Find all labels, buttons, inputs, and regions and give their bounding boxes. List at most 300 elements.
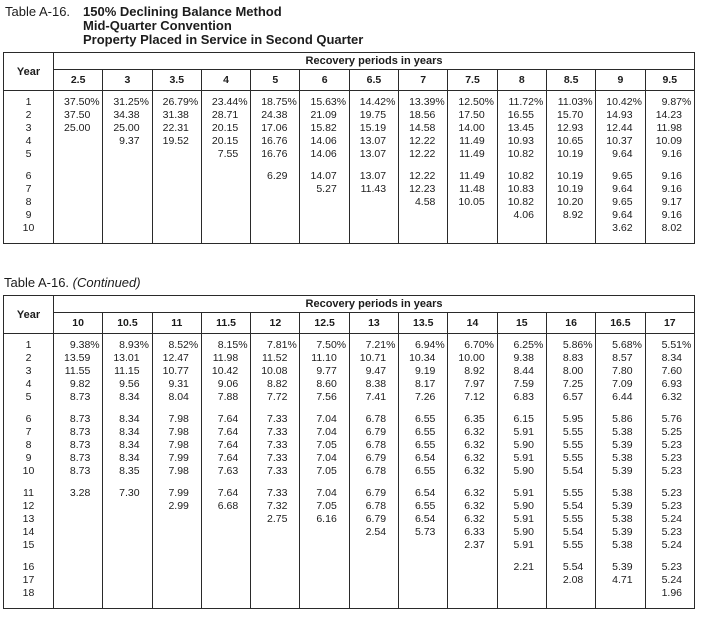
group-gap-row	[4, 161, 695, 170]
rate-value-cell: 7.04	[300, 413, 349, 426]
year-cell: 6	[4, 413, 54, 426]
rate-value-cell: 5.91	[497, 539, 546, 552]
rate-value-cell: 7.05	[300, 465, 349, 478]
rate-value-cell	[201, 526, 250, 539]
rate-value-cell: 5.54	[546, 561, 595, 574]
rate-value-cell: 5.38	[596, 487, 645, 500]
rate-value-cell	[300, 539, 349, 552]
rate-value-cell: 31.25%	[103, 96, 152, 109]
rate-value-cell	[546, 222, 595, 235]
rate-value-cell: 5.39	[596, 439, 645, 452]
table-title-line-1: 150% Declining Balance Method	[83, 4, 282, 19]
rate-value-cell	[448, 561, 497, 574]
year-cell: 8	[4, 439, 54, 452]
rate-value-cell: 6.55	[399, 426, 448, 439]
table-row-year-6	[4, 170, 695, 183]
year-cell: 7	[4, 426, 54, 439]
rate-value-cell: 9.38	[497, 352, 546, 365]
rate-value-cell: 9.06	[201, 378, 250, 391]
rate-value-cell: 12.23	[399, 183, 448, 196]
rate-value-cell: 7.98	[152, 413, 201, 426]
bottom-spacer-row	[4, 235, 695, 244]
rate-value-cell: 3.28	[54, 487, 103, 500]
rate-value-cell: 12.22	[399, 135, 448, 148]
rate-value-cell: 11.72%	[497, 96, 546, 109]
rate-value-cell	[54, 196, 103, 209]
rate-value-cell: 11.10	[300, 352, 349, 365]
rate-value-cell	[448, 222, 497, 235]
rate-value-cell: 7.98	[152, 439, 201, 452]
rate-value-cell: 5.76	[645, 413, 694, 426]
rate-value-cell: 7.33	[251, 439, 300, 452]
rate-value-cell: 8.02	[645, 222, 694, 235]
rate-value-cell: 2.08	[546, 574, 595, 587]
rate-value-cell	[399, 539, 448, 552]
rate-value-cell	[54, 539, 103, 552]
rate-value-cell: 8.73	[54, 391, 103, 404]
year-cell: 4	[4, 135, 54, 148]
table-row-year-7	[4, 426, 695, 439]
rate-value-cell: 5.90	[497, 465, 546, 478]
rate-value-cell: 4.71	[596, 574, 645, 587]
rate-value-cell: 12.44	[596, 122, 645, 135]
continued-table-number: Table A-16.	[4, 275, 70, 290]
depreciation-table-continued	[3, 295, 695, 609]
rate-value-cell: 9.65	[596, 170, 645, 183]
rate-value-cell: 5.24	[645, 513, 694, 526]
rate-value-cell	[201, 183, 250, 196]
rate-value-cell: 7.81%	[251, 339, 300, 352]
rate-value-cell	[349, 209, 398, 222]
table-row-year-7	[4, 183, 695, 196]
rate-value-cell: 15.63%	[300, 96, 349, 109]
rate-value-cell	[103, 183, 152, 196]
rate-value-cell: 9.16	[645, 209, 694, 222]
rate-value-cell: 7.50%	[300, 339, 349, 352]
rate-value-cell: 7.98	[152, 465, 201, 478]
rate-value-cell: 9.87%	[645, 96, 694, 109]
rate-value-cell: 5.39	[596, 500, 645, 513]
rate-value-cell: 13.39%	[399, 96, 448, 109]
rate-value-cell	[54, 500, 103, 513]
rate-value-cell: 9.77	[300, 365, 349, 378]
recovery-period-column-15: 15	[497, 313, 546, 334]
rate-value-cell: 11.15	[103, 365, 152, 378]
rate-value-cell: 6.32	[448, 426, 497, 439]
rate-value-cell: 5.55	[546, 539, 595, 552]
rate-value-cell	[497, 587, 546, 600]
group-gap-row	[4, 552, 695, 561]
rate-value-cell: 6.44	[596, 391, 645, 404]
rate-value-cell: 5.38	[596, 452, 645, 465]
recovery-periods-header: Recovery periods in years	[54, 53, 695, 70]
rate-value-cell	[399, 209, 448, 222]
year-cell: 14	[4, 526, 54, 539]
rate-value-cell: 14.07	[300, 170, 349, 183]
rate-value-cell: 9.47	[349, 365, 398, 378]
rate-value-cell	[596, 587, 645, 600]
rate-value-cell: 7.99	[152, 452, 201, 465]
rate-value-cell: 24.38	[251, 109, 300, 122]
table-row-year-8	[4, 439, 695, 452]
rate-value-cell	[152, 561, 201, 574]
rate-value-cell	[103, 561, 152, 574]
rate-value-cell: 14.06	[300, 135, 349, 148]
year-column-header: Year	[4, 53, 54, 91]
rate-value-cell	[152, 513, 201, 526]
rate-value-cell: 8.34	[103, 413, 152, 426]
rate-value-cell: 8.73	[54, 426, 103, 439]
rate-value-cell	[349, 222, 398, 235]
rate-value-cell: 2.37	[448, 539, 497, 552]
rate-value-cell	[251, 539, 300, 552]
rate-value-cell: 13.01	[103, 352, 152, 365]
rate-value-cell: 6.79	[349, 452, 398, 465]
rate-value-cell: 10.93	[497, 135, 546, 148]
rate-value-cell: 6.54	[399, 487, 448, 500]
rate-value-cell: 12.47	[152, 352, 201, 365]
rate-value-cell: 9.64	[596, 148, 645, 161]
rate-value-cell: 5.24	[645, 539, 694, 552]
rate-value-cell	[103, 170, 152, 183]
table-row-year-8	[4, 196, 695, 209]
rate-value-cell: 5.55	[546, 452, 595, 465]
depreciation-table-first	[3, 52, 695, 244]
year-cell: 9	[4, 209, 54, 222]
rate-value-cell: 14.23	[645, 109, 694, 122]
rate-value-cell: 6.78	[349, 500, 398, 513]
rate-value-cell: 9.16	[645, 170, 694, 183]
recovery-period-column-3: 3	[103, 70, 152, 91]
bottom-spacer-row	[4, 600, 695, 609]
rate-value-cell	[201, 539, 250, 552]
rate-value-cell	[103, 209, 152, 222]
rate-value-cell	[497, 574, 546, 587]
rate-value-cell	[54, 222, 103, 235]
rate-value-cell: 6.79	[349, 513, 398, 526]
rate-value-cell: 7.41	[349, 391, 398, 404]
recovery-period-column-9: 9	[596, 70, 645, 91]
table-row-year-16	[4, 561, 695, 574]
rate-value-cell	[103, 574, 152, 587]
rate-value-cell: 8.35	[103, 465, 152, 478]
rate-value-cell: 7.12	[448, 391, 497, 404]
rate-value-cell: 7.55	[201, 148, 250, 161]
rate-value-cell	[546, 587, 595, 600]
rate-value-cell	[349, 196, 398, 209]
table-row-year-4	[4, 378, 695, 391]
rate-value-cell	[349, 561, 398, 574]
rate-value-cell: 12.93	[546, 122, 595, 135]
table-row-year-9	[4, 452, 695, 465]
rate-value-cell: 14.06	[300, 148, 349, 161]
rate-value-cell: 8.34	[103, 439, 152, 452]
rate-value-cell: 6.78	[349, 413, 398, 426]
rate-value-cell: 6.32	[448, 439, 497, 452]
rate-value-cell: 6.32	[448, 452, 497, 465]
year-cell: 10	[4, 465, 54, 478]
table-row-year-12	[4, 500, 695, 513]
recovery-period-column-17: 17	[645, 313, 694, 334]
rate-value-cell	[152, 183, 201, 196]
year-cell: 3	[4, 365, 54, 378]
rate-value-cell: 6.78	[349, 439, 398, 452]
rate-value-cell: 8.34	[645, 352, 694, 365]
rate-value-cell: 3.62	[596, 222, 645, 235]
table-row-year-5	[4, 391, 695, 404]
table-title-lines	[83, 5, 363, 47]
rate-value-cell: 10.82	[497, 196, 546, 209]
rate-value-cell: 6.25%	[497, 339, 546, 352]
rate-value-cell: 13.07	[349, 148, 398, 161]
rate-value-cell: 5.91	[497, 513, 546, 526]
rate-value-cell	[201, 209, 250, 222]
year-cell: 12	[4, 500, 54, 513]
rate-value-cell: 9.31	[152, 378, 201, 391]
rate-value-cell: 7.72	[251, 391, 300, 404]
rate-value-cell: 10.09	[645, 135, 694, 148]
recovery-period-column-6.5: 6.5	[349, 70, 398, 91]
rate-value-cell: 13.45	[497, 122, 546, 135]
rate-value-cell	[399, 587, 448, 600]
rate-value-cell	[300, 209, 349, 222]
rate-value-cell	[103, 587, 152, 600]
rate-value-cell: 5.91	[497, 452, 546, 465]
rate-value-cell: 7.05	[300, 500, 349, 513]
rate-value-cell: 7.64	[201, 426, 250, 439]
rate-value-cell	[201, 561, 250, 574]
rate-value-cell	[448, 209, 497, 222]
year-cell: 1	[4, 96, 54, 109]
table-row-year-13	[4, 513, 695, 526]
table-title-line-3: Property Placed in Service in Second Quarter	[83, 32, 364, 47]
rate-value-cell: 2.99	[152, 500, 201, 513]
rate-value-cell: 6.32	[448, 487, 497, 500]
year-cell: 17	[4, 574, 54, 587]
rate-value-cell: 10.20	[546, 196, 595, 209]
rate-value-cell: 7.80	[596, 365, 645, 378]
rate-value-cell: 10.65	[546, 135, 595, 148]
recovery-period-column-5: 5	[251, 70, 300, 91]
rate-value-cell: 12.22	[399, 170, 448, 183]
rate-value-cell: 2.54	[349, 526, 398, 539]
rate-value-cell: 5.55	[546, 439, 595, 452]
rate-value-cell: 6.16	[300, 513, 349, 526]
rate-value-cell: 5.38	[596, 539, 645, 552]
rate-value-cell	[201, 170, 250, 183]
table-row-year-3	[4, 365, 695, 378]
rate-value-cell	[103, 513, 152, 526]
rate-value-cell: 11.49	[448, 135, 497, 148]
rate-value-cell: 5.51%	[645, 339, 694, 352]
table-row-year-11	[4, 487, 695, 500]
rate-value-cell	[300, 196, 349, 209]
rate-value-cell: 8.83	[546, 352, 595, 365]
recovery-period-column-14: 14	[448, 313, 497, 334]
rate-value-cell	[152, 170, 201, 183]
rate-value-cell: 5.23	[645, 439, 694, 452]
rate-value-cell	[152, 526, 201, 539]
continued-table-title	[4, 275, 698, 290]
rate-value-cell: 6.79	[349, 487, 398, 500]
recovery-periods-header: Recovery periods in years	[54, 296, 695, 313]
rate-value-cell: 5.23	[645, 487, 694, 500]
rate-value-cell: 37.50%	[54, 96, 103, 109]
rate-value-cell	[152, 574, 201, 587]
year-cell: 9	[4, 452, 54, 465]
recovery-period-column-12: 12	[251, 313, 300, 334]
recovery-period-column-6: 6	[300, 70, 349, 91]
rate-value-cell: 7.98	[152, 426, 201, 439]
rate-value-cell: 17.50	[448, 109, 497, 122]
rate-value-cell	[251, 209, 300, 222]
rate-value-cell: 37.50	[54, 109, 103, 122]
rate-value-cell: 14.00	[448, 122, 497, 135]
rate-value-cell	[300, 587, 349, 600]
rate-value-cell: 7.63	[201, 465, 250, 478]
rate-value-cell: 7.64	[201, 413, 250, 426]
recovery-period-column-4: 4	[201, 70, 250, 91]
recovery-period-column-3.5: 3.5	[152, 70, 201, 91]
rate-value-cell: 16.55	[497, 109, 546, 122]
rate-value-cell: 7.21%	[349, 339, 398, 352]
rate-value-cell: 5.90	[497, 526, 546, 539]
rate-value-cell: 17.06	[251, 122, 300, 135]
year-cell: 15	[4, 539, 54, 552]
rate-value-cell: 5.91	[497, 426, 546, 439]
rate-value-cell: 23.44%	[201, 96, 250, 109]
rate-value-cell: 5.23	[645, 452, 694, 465]
rate-value-cell: 8.82	[251, 378, 300, 391]
rate-value-cell	[201, 222, 250, 235]
rate-value-cell: 11.48	[448, 183, 497, 196]
rate-value-cell: 8.34	[103, 426, 152, 439]
table-row-year-2	[4, 352, 695, 365]
rate-value-cell: 10.82	[497, 170, 546, 183]
year-cell: 7	[4, 183, 54, 196]
rate-value-cell: 10.08	[251, 365, 300, 378]
rate-value-cell	[54, 513, 103, 526]
group-gap-row	[4, 404, 695, 413]
rate-value-cell: 5.90	[497, 500, 546, 513]
rate-value-cell	[201, 196, 250, 209]
rate-value-cell: 11.98	[645, 122, 694, 135]
recovery-period-column-10.5: 10.5	[103, 313, 152, 334]
rate-value-cell: 12.50%	[448, 96, 497, 109]
rate-value-cell: 7.33	[251, 487, 300, 500]
recovery-period-column-13: 13	[349, 313, 398, 334]
recovery-period-column-16: 16	[546, 313, 595, 334]
year-cell: 4	[4, 378, 54, 391]
rate-value-cell	[54, 209, 103, 222]
rate-value-cell: 10.42%	[596, 96, 645, 109]
rate-value-cell: 6.55	[399, 413, 448, 426]
rate-value-cell: 4.58	[399, 196, 448, 209]
rate-value-cell: 11.98	[201, 352, 250, 365]
table-title	[5, 5, 698, 47]
rate-value-cell	[152, 148, 201, 161]
year-cell: 11	[4, 487, 54, 500]
rate-value-cell: 8.73	[54, 452, 103, 465]
rate-value-cell: 6.32	[448, 500, 497, 513]
rate-value-cell: 6.15	[497, 413, 546, 426]
rate-value-cell: 19.75	[349, 109, 398, 122]
rate-value-cell: 7.33	[251, 426, 300, 439]
rate-value-cell: 5.23	[645, 465, 694, 478]
rate-value-cell: 6.68	[201, 500, 250, 513]
rate-value-cell: 5.23	[645, 500, 694, 513]
rate-value-cell: 5.86%	[546, 339, 595, 352]
rate-value-cell: 6.29	[251, 170, 300, 183]
rate-value-cell: 7.04	[300, 452, 349, 465]
year-cell: 3	[4, 122, 54, 135]
table-row-year-10	[4, 222, 695, 235]
rate-value-cell: 11.03%	[546, 96, 595, 109]
rate-value-cell: 6.70%	[448, 339, 497, 352]
rate-value-cell: 11.49	[448, 170, 497, 183]
rate-value-cell: 5.54	[546, 465, 595, 478]
rate-value-cell	[349, 574, 398, 587]
rate-value-cell	[349, 539, 398, 552]
rate-value-cell: 13.59	[54, 352, 103, 365]
rate-value-cell: 7.59	[497, 378, 546, 391]
recovery-period-column-7.5: 7.5	[448, 70, 497, 91]
rate-value-cell	[152, 209, 201, 222]
table-row-year-17	[4, 574, 695, 587]
rate-value-cell: 9.65	[596, 196, 645, 209]
rate-value-cell: 20.15	[201, 135, 250, 148]
rate-value-cell: 7.32	[251, 500, 300, 513]
rate-value-cell: 6.79	[349, 426, 398, 439]
rate-value-cell: 5.54	[546, 500, 595, 513]
rate-value-cell: 6.94%	[399, 339, 448, 352]
rate-value-cell: 1.96	[645, 587, 694, 600]
rate-value-cell: 8.93%	[103, 339, 152, 352]
rate-value-cell	[54, 574, 103, 587]
rate-value-cell	[399, 222, 448, 235]
rate-value-cell: 25.00	[54, 122, 103, 135]
rate-value-cell: 28.71	[201, 109, 250, 122]
rate-value-cell: 34.38	[103, 109, 152, 122]
rate-value-cell: 18.56	[399, 109, 448, 122]
rate-value-cell: 21.09	[300, 109, 349, 122]
rate-value-cell	[300, 561, 349, 574]
rate-value-cell: 7.97	[448, 378, 497, 391]
year-cell: 1	[4, 339, 54, 352]
rate-value-cell: 13.07	[349, 170, 398, 183]
rate-value-cell	[300, 222, 349, 235]
rate-value-cell: 10.77	[152, 365, 201, 378]
table-row-year-18	[4, 587, 695, 600]
recovery-period-column-13.5: 13.5	[399, 313, 448, 334]
rate-value-cell: 10.83	[497, 183, 546, 196]
rate-value-cell: 31.38	[152, 109, 201, 122]
rate-value-cell: 16.76	[251, 148, 300, 161]
rate-value-cell	[103, 148, 152, 161]
rate-value-cell: 8.57	[596, 352, 645, 365]
rate-value-cell: 8.34	[103, 452, 152, 465]
rate-value-cell: 5.55	[546, 487, 595, 500]
rate-value-cell: 9.38%	[54, 339, 103, 352]
rate-value-cell: 10.19	[546, 148, 595, 161]
rate-value-cell	[251, 526, 300, 539]
rate-value-cell: 26.79%	[152, 96, 201, 109]
recovery-period-column-8.5: 8.5	[546, 70, 595, 91]
table-row-year-14	[4, 526, 695, 539]
rate-value-cell: 7.30	[103, 487, 152, 500]
rate-value-cell: 6.32	[448, 513, 497, 526]
rate-value-cell: 7.33	[251, 465, 300, 478]
